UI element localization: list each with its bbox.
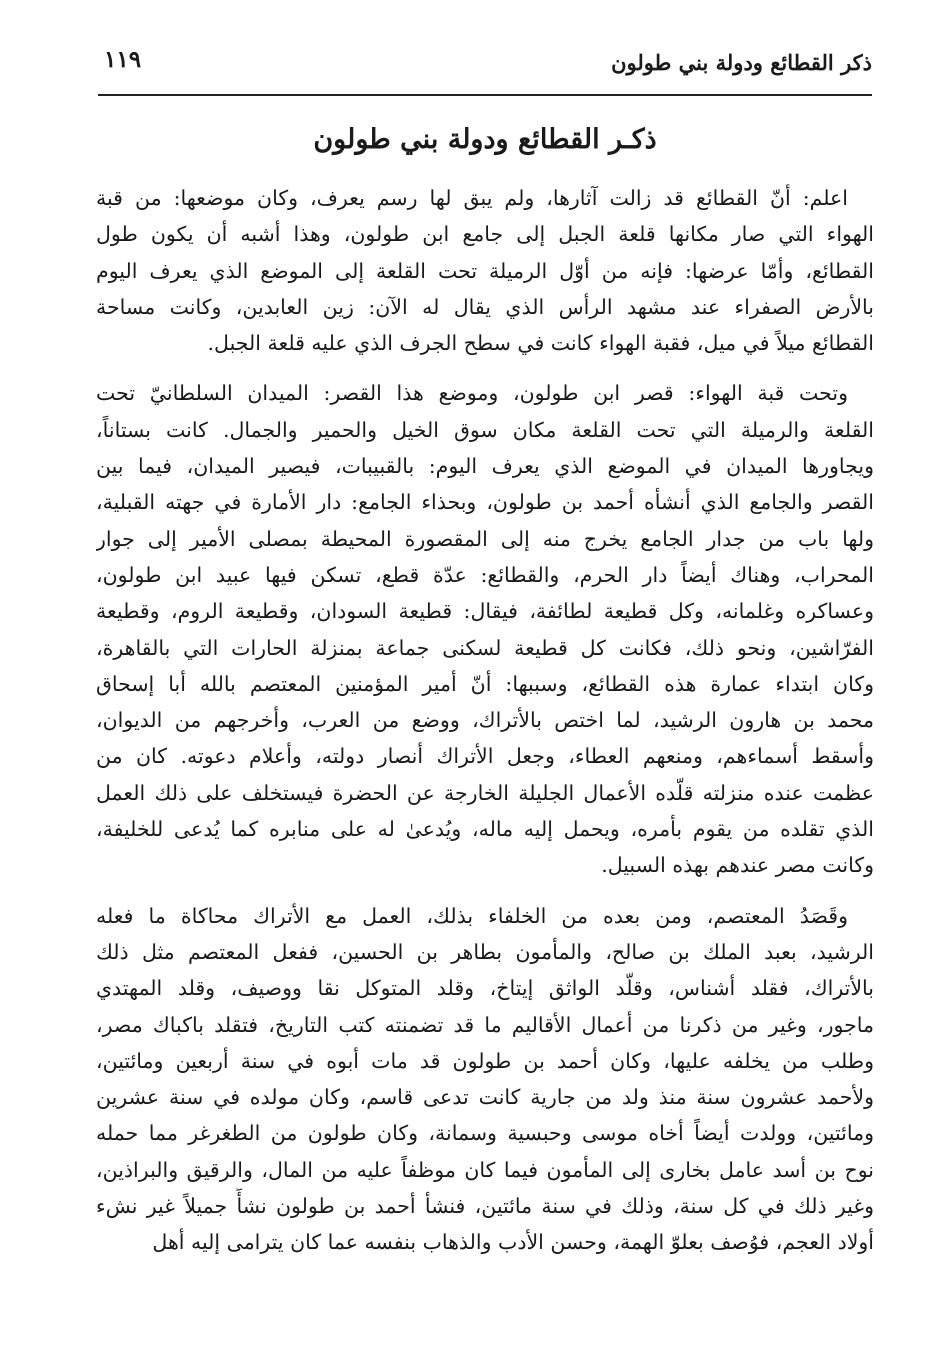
text-line: ويجاورها الميدان في الموضع الذي يعرف اليوم: بالقبيبات، فيصير الميدان، فيما بين — [96, 454, 874, 479]
text-line: الرشيد، بعبد الملك بن صالح، والمأمون بطاهر بن الحسين، ففعل المعتصم مثل ذلك — [96, 939, 874, 964]
running-header — [98, 44, 872, 90]
text-line: الهواء التي صار مكانها قلعة الجبل إلى جامع ابن طولون، وهذا أشبه أن يكون طول — [96, 222, 874, 247]
text-line: الفرّاشين، ونحو ذلك، فكانت كل قطيعة لسكنى جماعة بمنزلة الحارات التي بالقاهرة، — [96, 635, 874, 660]
text-line: القصر والجامع الذي أنشأه أحمد بن طولون، وبحذاء الجامع: دار الأمارة في جهته القبلية، — [96, 490, 874, 515]
text-line: المحراب، وهناك أيضاً دار الحرم، والقطائع: عدّة قطع، تسكن فيها عبيد ابن طولون، — [96, 562, 874, 587]
text-line: وأسقط أسماءهم، ومنعهم العطاء، وجعل الأتراك أنصار دولته، وأعلام دعوته. كان من — [96, 744, 874, 769]
text-line: ولأحمد عشرون سنة منذ ولد من جارية كانت تدعى قاسم، وكان مولده في سنة عشرين — [96, 1085, 874, 1110]
text-line: وقَصَدُ المعتصم، ومن بعده من الخلفاء بذلك، العمل مع الأتراك محاكاة ما فعله — [96, 903, 848, 928]
text-line: وكان ابتداء عمارة هذه القطائع، وسببها: أنّ أمير المؤمنين المعتصم بالله أبا إسحاق — [96, 671, 874, 696]
text-line: القطائع ميلاً في ميل، فقبة الهواء كانت في سطح الجرف الذي عليه قلعة الجبل. — [207, 331, 874, 356]
paragraph — [96, 180, 874, 361]
text-line: وعساكره وغلمانه، وكل قطيعة لطائفة، فيقال: قطيعة السودان، وقطيعة الروم، وقطيعة — [96, 599, 874, 624]
text-line: اعلم: أنّ القطائع قد زالت آثارها، ولم يبق لها رسم يعرف، وكان موضعها: من قبة — [96, 186, 848, 210]
header-divider — [98, 94, 872, 96]
text-line: وتحت قبة الهواء: قصر ابن طولون، وموضع هذا القصر: الميدان السلطانيّ تحت — [96, 381, 848, 406]
text-line: نوح بن أسد عامل بخارى إلى المأمون فيما كان موظفاً عليه من المال، والرقيق والبراذين، — [96, 1157, 874, 1182]
running-title: ذكر القطائع ودولة بني طولون — [611, 50, 872, 75]
text-line: ولها باب من جدار الجامع يخرج منه إلى المقصورة المحيطة بمصلى الأمير إلى جوار — [96, 526, 874, 551]
paragraph — [96, 375, 874, 883]
text-line: أولاد العجم، فوُصف بعلوّ الهمة، وحسن الأدب والذهاب بنفسه عما كان يترامى إليه أهل — [152, 1230, 874, 1255]
paragraph — [96, 898, 874, 1261]
text-line: وغير ذلك في كل سنة، وذلك في سنة مائتين، فنشأ أحمد بن طولون نشأً جميلاً غير نشء — [96, 1194, 874, 1219]
text-line: بالأتراك، فقلد أشناس، وقلّد الواثق إيتاخ، وقلد المتوكل نقا ووصيف، وقلد المهتدي — [96, 976, 874, 1001]
text-line: الذي تقلده من يقوم بأمره، ويحمل إليه ماله، ويُدعىٰ له على منابره كما يُدعى للخليفة، — [96, 817, 874, 842]
text-line: عظمت عنده منزلته قلّده الأعمال الجليلة الخارجة عن الحضرة فيستخلف على ذلك العمل — [96, 780, 874, 805]
text-line: القلعة والرميلة التي تحت القلعة مكان سوق الخيل والحمير والجمال. كانت بستاناً، — [96, 417, 874, 442]
text-line: وطلب من يخلفه عليها، وكان أحمد بن طولون قد مات أبوه في سنة أربعين ومائتين، — [96, 1048, 874, 1073]
chapter-title: ذكـر القطائع ودولة بني طولون — [313, 124, 657, 155]
text-line: محمد بن هارون الرشيد، لما اختص بالأتراك، ووضع من العرب، وأخرجهم من الديوان، — [96, 708, 874, 733]
text-line: القطائع، وأمّا عرضها: فإنه من أوّل الرميلة تحت القلعة إلى الموضع الذي يعرف اليوم — [96, 258, 874, 283]
text-line: ومائتين، وولدت أيضاً أخاه موسى وحبسية وسمانة، وكان طولون من الطغرغر مما حمله — [96, 1121, 874, 1146]
text-line: ماجور، وغير من ذكرنا من أعمال الأقاليم ما قد تضمنته كتب التاريخ، فتقلد باكباك مصر، — [96, 1012, 874, 1037]
body-text — [96, 180, 874, 1275]
text-line: وكانت مصر عندهم بهذه السبيل. — [601, 853, 874, 878]
text-line: بالأرض الصفراء عند مشهد الرأس الذي يقال له الآن: زين العابدين، وكانت مساحة — [96, 294, 874, 319]
page-number: ١١٩ — [104, 46, 142, 73]
